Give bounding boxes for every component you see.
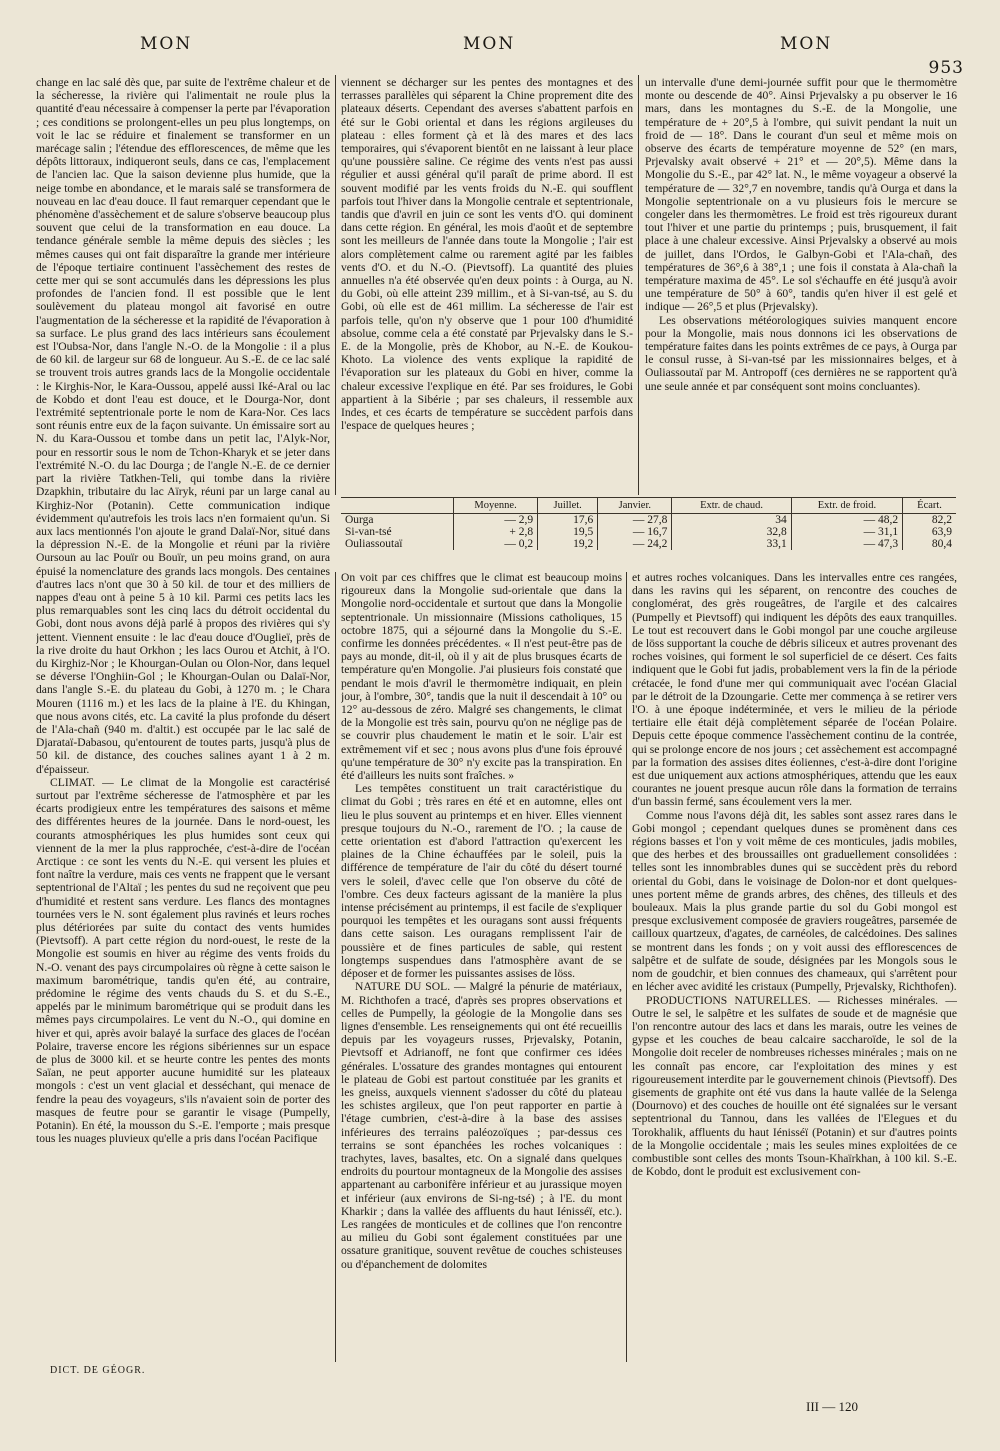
col2-bottom-paragraph-1: On voit par ces chiffres que le climat est beaucoup moins rigoureux dans la Mongolie sud-orientale que dans la Mongolie nord-occidentale et surtout que dans la Mongolie septentrionale. Un missionnaire (Missions catholiques, 15 octobre 1875, qui a séjourné dans la Mongolie du S.-E. confirme les données précédentes. « Il n'est peut-être pas de pays au monde, dit-il, où il y ait de plus brusques écarts de température qu'en Mongolie. J'ai plusieurs fois constaté que pendant le mois d'avril le thermomètre indiquait, en plein jour, à l'ombre, 30°, tandis que la nuit il descendait à 10° ou 12° au-dessous de zéro. Malgré ses changements, le climat de la Mongolie est très sain, pourvu qu'on ne néglige pas de se couvrir plus chaudement le matin et le soir. L'air est extrêmement vif et sec ; nous avons plus d'une fois éprouvé qu'une température de 30° n'y excite pas la transpiration. En été d'ailleurs les nuits sont fraîches. »	[341, 571, 622, 783]
table-header-cell: Extr. de froid.	[791, 498, 902, 514]
table-header-cell: Moyenne.	[454, 498, 538, 514]
col3-top-paragraph-2: Les observations météorologiques suivies manquent encore pour la Mongolie, mais nous donnons ici les observations de température faites dans les points extrêmes de ce pays, à Ourga par le consul russe, à Si-van-tsé par les missionnaires belges, et à Ouliassoutaï par M. Antropoff (ces dernières ne se rapportent qu'à une seule année et par conséquent sont moins concluantes).	[645, 313, 957, 393]
table-cell: 34	[672, 514, 791, 527]
column-2-bottom	[341, 571, 622, 1361]
table-cell: — 27,8	[598, 514, 672, 527]
table-cell: 19,2	[538, 538, 598, 550]
table-row	[341, 538, 956, 550]
column-3-top	[645, 76, 957, 496]
table-cell: — 24,2	[598, 538, 672, 550]
table-header-cell: Extr. de chaud.	[672, 498, 791, 514]
table-cell: 82,2	[903, 514, 956, 527]
col2-top-paragraph-1: viennent se décharger sur les pentes des montagnes et des terrasses parallèles qui séparent la Chine proprement dite des plateaux déserts. Cependant des averses s'abattent parfois en été sur le Gobi oriental et dans les régions argileuses du plateau : elles forment çà et là des mares et des lacs temporaires, qui s'évaporent bientôt en ne laissant à leur place qu'une poussière saline. Ce régime des vents n'est pas aussi régulier et aussi général qu'il paraît de prime abord. Il est souvent modifié par les vents froids du N.-E. qui soufflent parfois tout l'hiver dans la Mongolie centrale et septentrionale, tandis que d'avril en juin ce sont les vents d'O. qui dominent dans cette région. En général, les mois d'août et de septembre sont les meilleurs de l'année dans toute la Mongolie ; l'air est alors complètement calme ou rarement agité par les faibles vents d'O. et du N.-O. (Pievtsoff). La quantité des pluies annuelles n'a été observée qu'en deux points : à Ourga, au N. du Gobi, où elle atteint 239 millim., et à Si-van-tsé, au S. du Gobi, où elle est de 461 millim. La sécheresse de l'air est parfois telle, qu'on n'y observe que 1 pour 100 d'humidité absolue, comme cela a été constaté par Prjevalsky dans le S.-E. de la Mongolie, près de Khobor, au N.-E. de Koukou-Khoto. La violence des vents explique la rapidité de l'évaporation sur les plateaux du Gobi en hiver, comme la chaleur excessive l'explique en été. Par ses froidures, le Gobi appartient à la Sibérie ; par ses chaleurs, il ressemble aux Indes, et ces écarts de température se succèdent parfois dans l'espace de quelques heures ;	[341, 76, 633, 433]
running-head-left: MON	[140, 34, 193, 54]
column-rule-4	[626, 572, 627, 1362]
col3-top-paragraph-1: un intervalle d'une demi-journée suffit pour que le thermomètre monte ou descende de 40°. Ainsi Prjevalsky a pu observer le 16 mars, dans les montagnes du S.-E. de la Mongolie, une température de + 20°,5 à l'ombre, qui suivit pendant la nuit un froid de — 18°. Dans le courant d'un seul et même mois on observe des écarts de température moyenne de 52° (en mars, Prjevalsky avait observé + 21° et — 20°,5). Même dans la Mongolie du S.-E., par 42° lat. N., le même voyageur a observé la température de — 32°,7 en novembre, tandis qu'à Ourga et dans la Mongolie septentrionale on a vu plusieurs fois le mercure se congeler dans les thermomètres. Le froid est très rigoureux durant tout l'hiver et une partie du printemps ; puis, brusquement, il fait place à une chaleur excessive. Ainsi Prjevalsky a observé au mois de juillet, dans l'Ordos, le Galbyn-Gobi et l'Ala-chañ, des températures de 36°,6 à 38°,1 ; une fois il constata à Ala-chañ la température maxima de 45°. Le sol s'échauffe en été jusqu'à avoir une température de 50° à 60°, tandis qu'en hiver il est gelé et indique — 26°,5 et plus (Prjevalsky).	[645, 76, 957, 314]
table-cell: 63,9	[903, 526, 956, 538]
column-rule-1	[335, 75, 336, 495]
col1-paragraph-2: CLIMAT. — Le climat de la Mongolie est caractérisé surtout par l'extrême sécheresse de l'atmosphère et par les écarts prodigieux entre les températures des saisons et même des différentes heures de la journée. Dans le nord-ouest, les courants atmosphériques les plus humides sont ceux qui viennent de la mer la plus rapprochée, c'est-à-dire de l'océan Arctique : ce sont les vents du N.-E. qui versent les pluies et font naître la verdure, mais ces vents ne frappent que le versant septentrional de l'Altaï ; les pentes du sud ne reçoivent que peu d'humidité et restent sans verdure. Les flancs des montagnes tournées vers le N. sont également plus ravinés et leurs roches plus détériorées par suite du contact des vents humides (Pievtsoff). A part cette région du nord-ouest, le reste de la Mongolie est soumis en hiver au régime des vents froids du N.-O. venant des pays circumpolaires où règne à cette saison le maximum barométrique, tandis qu'en été, au contraire, prédomine le régime des vents chauds du S. et du S.-E., appelés par le minimum barométrique qui se produit dans les mêmes pays circumpolaires. Le vent du N.-O., qui domine en hiver et qui, après avoir balayé la surface des glaces de l'océan Polaire, traverse encore les régions sibériennes sur un espace de plus de 3000 kil. et se heurte contre les pentes des monts Saïan, ne peut apporter aucune humidité sur les plateaux mongols : c'est un vent glacial et desséchant, qui menace de fendre la peau des voyageurs, s'ils n'avaient soin de porter des masques de feutre pour se garantir le visage (Pumpelly, Potanin). En été, la mousson du S.-E. l'emporte ; mais presque tous les nuages pluvieux qu'elle a pris dans l'océan Pacifique	[36, 775, 330, 1146]
table-cell: — 2,9	[454, 514, 538, 527]
table-cell: — 48,2	[791, 514, 902, 527]
table-header-cell: Janvier.	[598, 498, 672, 514]
table-cell: — 16,7	[598, 526, 672, 538]
column-rule-3	[335, 572, 336, 1362]
column-1	[36, 76, 330, 1360]
temperature-table	[341, 497, 956, 565]
col3-bottom-paragraph-2: Comme nous l'avons déjà dit, les sables sont assez rares dans le Gobi mongol ; cependant quelques dunes se promènent dans ces régions basses et l'on y voit même de ces monticules, jadis mobiles, que des herbes et des broussailles ont graduellement consolidées : telles sont les innombrables dunes qui se succèdent près du rebord oriental du Gobi, dans le voisinage de Dolon-nor et dont quelques-unes portent même de grands arbres, des chênes, des tilleuls et des bouleaux. Mais la plus grande partie du sol du Gobi mongol est presque exclusivement composée de graviers rougeâtres, parsemée de cailloux quartzeux, d'agates, de carnéoles, de calcédoines. Des salines se montrent dans les fonds ; on y voit aussi des efflorescences de salpêtre et de sulfate de soude, désignées par les Mongols sous le nom de goudchir, et bien connues des chameaux, qui s'arrêtent pour en lécher avec avidité les cristaux (Pumpelly, Prjevalsky, Richthofen).	[632, 808, 957, 994]
running-head-right: MON	[780, 34, 833, 54]
table-row	[341, 514, 956, 527]
table-cell: 80,4	[903, 538, 956, 550]
table-header-cell: Écart.	[903, 498, 956, 514]
col3-bottom-paragraph-3: PRODUCTIONS NATURELLES. — Richesses minérales. — Outre le sel, le salpêtre et les sulfates de soude et de magnésie que l'on rencontre autour des lacs et dans les marais, outre les veines de gypse et les couches de beau calcaire saccharoïde, le sol de la Mongolie doit receler de nombreuses richesses minérales ; mais on ne les connaît pas encore, car l'exploitation des mines y est rigoureusement interdite par le gouvernement chinois (Pievtsoff). Des gisements de graphite ont été vus dans la haute vallée de la Selenga (Dournovo) et des couches de houille ont été signalées sur le versant septentrional du Tannou, dans les vallées de l'Elegues et du Torokhalik, affluents du haut Iénisséï (Potanin) et sur d'autres points de la Mongolie occidentale ; mais les seules mines exploitées de ce combustible sont celles des monts Tsoun-Khaïrkhan, à 100 kil. S.-E. de Kobdo, dont le produit est exclusivement con-	[632, 993, 957, 1179]
column-3-bottom	[632, 571, 957, 1366]
column-rule-2	[638, 75, 639, 495]
col1-paragraph-1: change en lac salé dès que, par suite de l'extrême chaleur et de la sécheresse, la rivière qui l'alimentait ne roule plus la quantité d'eau nécessaire à compenser la perte par l'évaporation ; ces conditions se prolongent-elles un peu plus longtemps, on voit le lac se réduire et finalement se transformer en un marécage salin ; l'étendue des efflorescences, de même que les dépôts littoraux, indiqueront seuls, dans ce cas, l'emplacement de l'ancien lac. Que la saison devienne plus humide, que la neige tombe en abondance, et le marais salé se transformera de nouveau en lac d'eau douce. Il faut remarquer cependant que le phénomène d'assèchement et de salure s'observe beaucoup plus souvent que celui de la transformation en eau douce. La tendance générale semble la même depuis des siècles ; les mêmes causes qui ont fait disparaître la grande mer intérieure de l'époque tertiaire continuent l'assèchement des restes de cette mer qui se sont accumulés dans les dépressions les plus profondes de l'ancien fond. Il est possible que le lent soulèvement du plateau mongol ait favorisé en outre l'augmentation de la sécheresse et la rapidité de l'évaporation à sa surface. Le plus grand des lacs intérieurs sans écoulement est l'Oubsa-Nor, dans l'angle N.-O. de la Mongolie : il a plus de 60 kil. de largeur sur 68 de longueur. Au S.-E. de ce lac salé se trouvent trois autres grands lacs de la Mongolie occidentale : le Kirghis-Nor, le Kara-Oussou, appelé aussi Iké-Aral ou lac de Kobdo et dont l'eau est douce, et le Dourga-Nor, dont l'extrémité septentrionale porte le nom de Kara-Nor. Ces lacs sont réunis entre eux de la façon suivante. Un émissaire sort au N. du Kara-Oussou et tombe dans un petit lac, l'Alyk-Nor, pour en ressortir sous le nom de Tchon-Kharyk et se jeter dans l'extrémité N.-O. du lac Dourga ; de l'angle N.-E. de ce dernier part la rivière Tatkhen-Teli, qui tombe dans la rivière Dzapkhin, tributaire du lac Aïryk, réuni par un large canal au Kirghiz-Nor (Potanin). Cette communication indique évidemment qu'autrefois les trois lacs n'en formaient qu'un. Si aux lacs mentionnés l'on ajoute le grand Dalaï-Nor, situé dans la dépression N.-E. de la Mongolie et réuni par la rivière Oursoun au lac Pouïr ou Bouïr, un peu moins grand, on aura épuisé la nomenclature des grands lacs mongols. Des centaines d'autres lacs n'ont que 30 à 50 kil. de tour et des milliers de nappes d'eau ont à peine 5 à 10 kil. Parmi ces petits lacs les plus remarquables sont les cinq lacs du détroit occidental du Gobi, dont nous avons déjà parlé à propos des rivières qui s'y jettent. Viennent ensuite : le lac d'eau douce d'Ouglieï, près de la rive droite du haut Orkhon ; les lacs Ourou et Atchit, à l'O. du Kirghiz-Nor ; le Khourgan-Oulan ou Olon-Nor, dans lequel se déverse l'Onghiin-Gol ; le Khourgan-Oulan ou Dalaï-Nor, dans l'angle S.-E. du plateau du Gobi, à 1270 m. ; le Chara Mouren (1116 m.) et les lacs de la plaine à l'E. du Khingan, que nous avons cités, etc. La cavité la plus profonde du désert de l'Ala-chañ (940 m. d'altit.) est occupée par le lac salé de Djarataï-Dabasou, qu'entourent de toutes parts, jusqu'à plus de 50 kil. de distance, des couches salines ayant 1 à 2 m. d'épaisseur.	[36, 76, 330, 776]
footer-source: DICT. DE GÉOGR.	[50, 1365, 146, 1376]
table-cell: — 47,3	[791, 538, 902, 550]
table-header-cell	[341, 498, 454, 514]
column-2-top	[341, 76, 633, 496]
table-cell: 17,6	[538, 514, 598, 527]
col3-bottom-paragraph-1: et autres roches volcaniques. Dans les intervalles entre ces rangées, dans les ravins qui les séparent, on rencontre des couches de conglomérat, des grès rougeâtres, de l'argile et des calcaires (Pumpelly et Pievtsoff) qui indiquent les dépôts des eaux tranquilles. Le tout est recouvert dans le Gobi mongol par une couche argileuse de löss supportant la couche de débris siliceux et autres provenant des roches voisines, qui forment le sol superficiel de ce désert. Ces faits indiquent que le Gobi fut jadis, probablement vers la fin de la période crétacée, le fond d'une mer qui communiquait avec l'océan Glacial par le détroit de la Dzoungarie. Cette mer commença à se retirer vers l'O. à une époque indéterminée, et vers le milieu de la période tertiaire elle était déjà complètement séparée de l'océan Polaire. Depuis cette époque commence l'assèchement continu de la contrée, qui se prolonge encore de nos jours ; cet assèchement est accompagné par la formation des assises dites éoliennes, c'est-à-dire dont l'origine est due uniquement aux actions atmosphériques, attendu que les eaux courantes ne jouent presque aucun rôle dans la formation de terrains d'un bassin fermé, sans écoulement vers la mer.	[632, 571, 957, 809]
table-cell: + 2,8	[454, 526, 538, 538]
col2-bottom-paragraph-2: Les tempêtes constituent un trait caractéristique du climat du Gobi ; très rares en été et en automne, elles ont lieu le plus souvent au printemps et en hiver. Elles viennent presque toujours du N.-O., rarement de l'O. ; la cause de cette orientation est d'abord l'attraction qu'exercent les plaines de la Chine échauffées par le soleil, puis la différence de température de l'air du côté du désert tourné vers le soleil, d'avec celle que l'on observe du côté de l'ombre. Ces deux facteurs agissant de la manière la plus intense précisément au printemps, il est facile de s'expliquer pourquoi les tempêtes et les ouragans sont aussi fréquents dans cette saison. Les ouragans remplissent l'air de poussière et de fines particules de sable, qui restent longtemps suspendues dans l'atmosphère avant de se déposer et de former les puissantes assises de löss.	[341, 782, 622, 981]
table-header-row	[341, 498, 956, 514]
table-header-cell: Juillet.	[538, 498, 598, 514]
footer-signature: III — 120	[806, 1399, 858, 1414]
table-cell: — 0,2	[454, 538, 538, 550]
table-cell: Si-van-tsé	[345, 526, 392, 538]
table-cell: Ouliassoutaï	[345, 538, 403, 550]
table-cell: 19,5	[538, 526, 598, 538]
table-cell: Ourga	[345, 514, 374, 526]
table-cell: — 31,1	[791, 526, 902, 538]
table-cell: 33,1	[672, 538, 791, 550]
col2-bottom-paragraph-3: NATURE DU SOL. — Malgré la pénurie de matériaux, M. Richthofen a tracé, d'après ses propres observations et celles de Pumpelly, la géologie de la Mongolie dans ses lignes d'ensemble. Les renseignements qui ont été recueillis depuis par les voyageurs russes, Prjevalsky, Potanin, Pievtsoff et Adrianoff, ne font que confirmer ces idées générales. L'ossature des grandes montagnes qui entourent le plateau de Gobi est partout constituée par les granits et les gneiss, auxquels viennent s'adosser du côté du plateau les schistes argileux, que l'on peut rapporter en partie à l'étage cumbrien, c'est-à-dire à la base des assises inférieures des terrains paléozoïques ; par-dessus ces terrains se sont épanchées les roches volcaniques : trachytes, laves, basaltes, etc. On a signalé dans quelques endroits du pourtour montagneux de la Mongolie des assises appartenant au carbonifère inférieur et au jurassique moyen et inférieur (aux environs de Si-ng-tsé) ; à l'E. du mont Kharkir ; dans la vallée des affluents du haut Iénisséï, etc.). Les rangées de monticules et de collines que l'on rencontre au milieu du Gobi sont également constituées par une ossature granitique, souvent revêtue de couches schisteuses ou d'épanchement de dolomites	[341, 980, 622, 1271]
table-row	[341, 526, 956, 538]
table-cell: 32,8	[672, 526, 791, 538]
page-number: 953	[928, 58, 964, 78]
running-head-center: MON	[463, 34, 516, 54]
